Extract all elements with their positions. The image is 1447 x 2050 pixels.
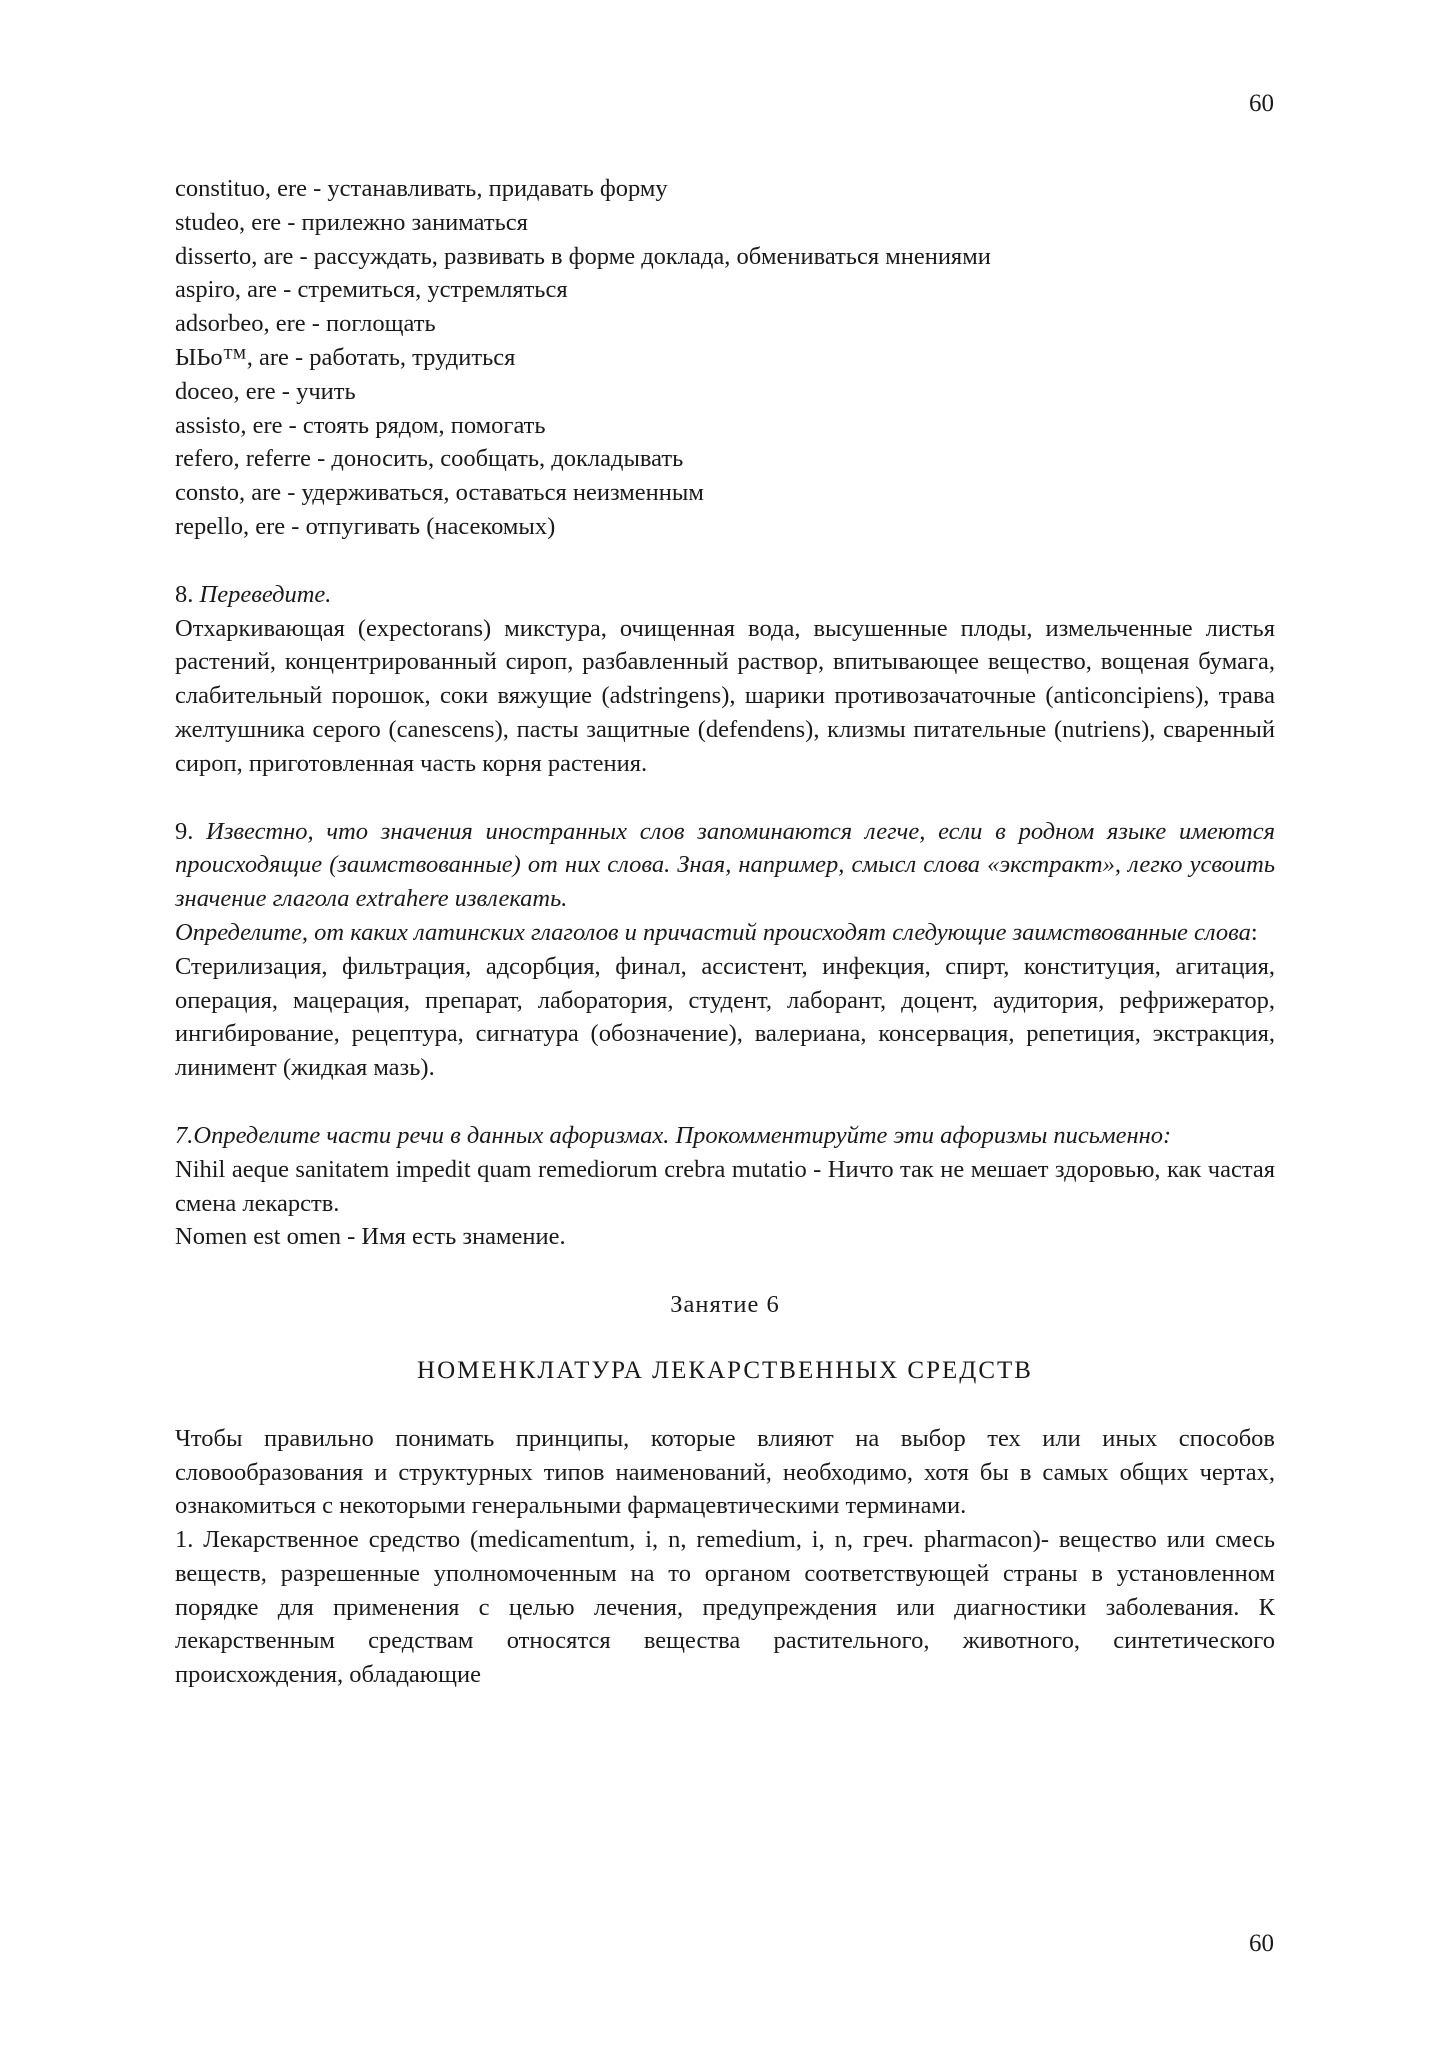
exercise-9 bbox=[175, 815, 1275, 1085]
exercise-9-task-colon: : bbox=[1250, 918, 1258, 946]
vocabulary-item: disserto, are - рассуждать, развивать в форме доклада, обмениваться мнениями bbox=[175, 242, 991, 270]
exercise-8-title: Переведите. bbox=[199, 580, 332, 608]
vocabulary-item: adsorbeo, ere - поглощать bbox=[175, 310, 436, 338]
exercise-7-title: 7.Определите части речи в данных афоризмах. Прокомментируйте эти афоризмы письменно: bbox=[175, 1121, 1172, 1149]
lesson-label: Занятие 6 bbox=[670, 1291, 780, 1319]
exercise-8 bbox=[175, 578, 1275, 781]
aphorism-1: Nihil aeque sanitatem impedit quam remediorum crebra mutatio - Ничто так не мешает здоровью, как частая смена лекарств. bbox=[175, 1155, 1275, 1217]
exercise-8-text: Отхаркивающая (expectorans) микстура, очищенная вода, высушенные плоды, измельченные листья растений, концентрированный сироп, разбавленный раствор, впитывающее вещество, вощеная бумага, слабительный порошок, соки вяжущие (adstringens), шарики противозачаточные (anticoncipiens), трава желтушника серого (canescens), пасты защитные (defendens), клизмы питательные (nutriens), сваренный сироп, приготовленная часть корня растения. bbox=[175, 614, 1275, 777]
exercise-9-number: 9. bbox=[175, 817, 194, 845]
page-number-bottom: 60 bbox=[1249, 1930, 1274, 1957]
exercise-9-task: Определите, от каких латинских глаголов и причастий происходят следующие заимствованные слова bbox=[175, 918, 1251, 946]
vocabulary-item: constituo, ere - устанавливать, придавать форму bbox=[175, 175, 668, 202]
exercise-7 bbox=[175, 1119, 1275, 1254]
section-title: НОМЕНКЛАТУРА ЛЕКАРСТВЕННЫХ СРЕДСТВ bbox=[417, 1356, 1033, 1384]
lesson-paragraph-2: 1. Лекарственное средство (medicamentum, i, n, remedium, i, n, греч. pharmacon)- вещество или смесь веществ, разрешенные уполномоченным на то органом соответствующей страны в установленном порядке для применения с целью лечения, предупреждения или диагностики заболевания. К лекарственным средствам относятся вещества растительного, животного, синтетического происхождения, обладающие bbox=[175, 1526, 1275, 1689]
exercise-9-intro-paragraph bbox=[175, 815, 1275, 916]
vocabulary-item: consto, are - удерживаться, оставаться неизменным bbox=[175, 479, 704, 507]
vocabulary-item: refero, referre - доносить, сообщать, докладывать bbox=[175, 445, 684, 473]
page-content bbox=[175, 172, 1275, 1692]
exercise-9-text: Стерилизация, фильтрация, адсорбция, финал, ассистент, инфекция, спирт, конституция, агитация, операция, мацерация, препарат, лаборатория, студент, лаборант, доцент, аудитория, рефрижератор, ингибирование, рецептура, сигнатура (обозначение), валериана, консервация, репетиция, экстракция, линимент (жидкая мазь). bbox=[175, 952, 1275, 1082]
vocabulary-item: doceo, ere - учить bbox=[175, 377, 356, 405]
page-number-top: 60 bbox=[1249, 90, 1274, 117]
exercise-8-number: 8. bbox=[175, 580, 194, 608]
vocabulary-item: studeo, ere - прилежно заниматься bbox=[175, 208, 528, 236]
vocabulary-item: repello, ere - отпугивать (насекомых) bbox=[175, 512, 556, 540]
aphorism-2: Nomen est omen - Имя есть знамение. bbox=[175, 1223, 566, 1251]
exercise-8-heading bbox=[175, 578, 1275, 612]
exercise-9-intro: Известно, что значения иностранных слов запоминаются легче, если в родном языке имеются происходящие (заимствованные) от них слова. Зная, например, смысл слова «экстракт», легко усвоить значение глагола extrahere извлекать. bbox=[175, 817, 1275, 913]
vocabulary-item: assisto, ere - стоять рядом, помогать bbox=[175, 411, 546, 439]
vocabulary-list bbox=[175, 172, 1275, 544]
vocabulary-item: aspiro, are - стремиться, устремляться bbox=[175, 276, 568, 304]
exercise-9-task-paragraph bbox=[175, 916, 1275, 950]
vocabulary-item: ЫЬо™, are - работать, трудиться bbox=[175, 343, 516, 371]
lesson-paragraph-1: Чтобы правильно понимать принципы, которые влияют на выбор тех или иных способов словообразования и структурных типов наименований, необходимо, хотя бы в самых общих чертах, ознакомиться с некоторыми генеральными фармацевтическими терминами. bbox=[175, 1424, 1275, 1520]
